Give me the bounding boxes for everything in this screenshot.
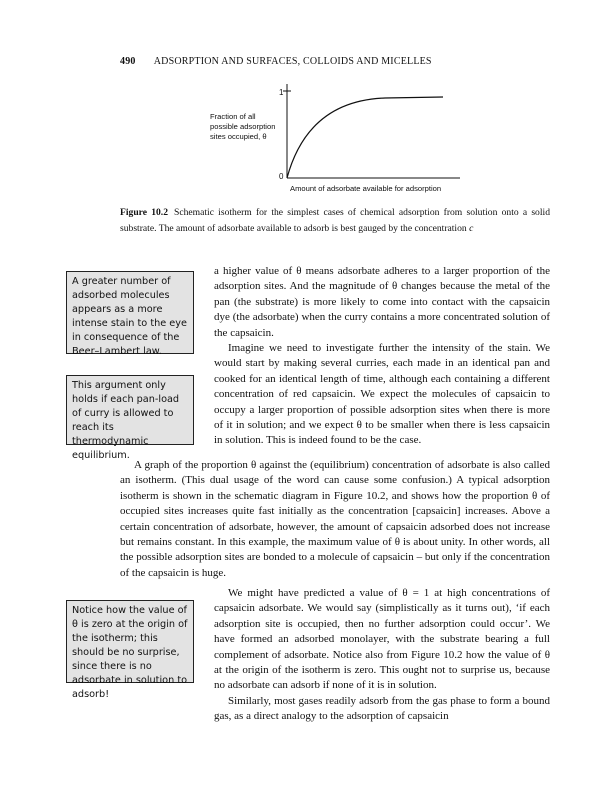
isotherm-curve bbox=[287, 97, 443, 178]
caption-text: Schematic isotherm for the simplest cases of chemical adsorption from solution onto a solid substrate. The amount of adsorbate available to adsorb is best gauged by the concentration bbox=[120, 207, 550, 234]
caption-variable: c bbox=[469, 223, 474, 234]
caption-label: Figure 10.2 bbox=[120, 207, 168, 218]
figure-caption bbox=[120, 205, 550, 237]
paragraph-2: Imagine we need to investigate further the intensity of the stain. We would start by making several curries, each made in an identical pan and cooked for an identical length of time, although each containing a different concentration of red capsaicin. We expect the molecules of capsaicin to occupy a larger proportion of possible adsorption sites when there is more of it in solution; and we expect θ to be smaller when there is less capsaicin in solution. This is indeed found to be the case. bbox=[214, 342, 550, 447]
y-tick-label-0: 0 bbox=[279, 172, 284, 181]
margin-note-theta-zero: Notice how the value of θ is zero at the origin of the isotherm; this should be no surprise, since there is no adsorbate in solution to adsorb! bbox=[66, 600, 194, 683]
paragraph-3: A graph of the proportion θ against the (equilibrium) concentration of adsorbate is also called an isotherm. (This dual usage of the word can cause some confusion.) A typical adsorption isotherm is shown in the schematic diagram in Figure 10.2, and shows how the proportion θ of occupied sites increases quite fast initially as the concentration [capsaicin] increases. Above a certain concentration of adsorbate, however, the amount of capsaicin adsorbed does not increase but remains constant. In this example, the maximum value of θ is about unity. In other words, all the possible adsorption sites are bonded to a molecule of capsaicin – but only if the concentration of the capsaicin is huge. bbox=[120, 459, 550, 579]
margin-note-equilibrium: This argument only holds if each pan-load of curry is allowed to reach its thermodynamic equilibrium. bbox=[66, 375, 194, 445]
margin-note-beer-lambert: A greater number of adsorbed molecules appears as a more intense stain to the eye in consequence of the Beer–Lambert law. bbox=[66, 271, 194, 354]
x-axis-label: Amount of adsorbate available for adsorption bbox=[290, 184, 442, 193]
page-number: 490 bbox=[120, 56, 136, 67]
running-title: ADSORPTION AND SURFACES, COLLOIDS AND MICELLES bbox=[153, 56, 432, 67]
y-axis-label: Fraction of all possible adsorption sites occupied, θ bbox=[210, 112, 276, 141]
y-tick-label-1: 1 bbox=[279, 88, 284, 97]
paragraph-1: a higher value of θ means adsorbate adheres to a larger proportion of the adsorption sites. And the magnitude of θ changes because the metal of the pan (the substrate) is more likely to come into contact with the capsaicin dye (the adsorbate) when the curry contains a more concentrated solution of the capsaicin. bbox=[214, 265, 550, 339]
paragraph-4: We might have predicted a value of θ = 1 at high concentrations of capsaicin adsorbate. We would say (simplistically as it turns out), ‘if each adsorption site is occupied, then no further adsorption could occur’. We have formed an adsorbed monolayer, with the substrate bearing a full complement of adsorbate. Notice also from Figure 10.2 how the value of θ at the origin of the isotherm is zero. This ought not to surprise us, because no adsorbate can adsorb if none of it is in solution. bbox=[214, 587, 550, 692]
paragraph-5: Similarly, most gases readily adsorb from the gas phase to form a bound gas, as a direct analogy to the adsorption of capsaicin bbox=[214, 695, 550, 723]
